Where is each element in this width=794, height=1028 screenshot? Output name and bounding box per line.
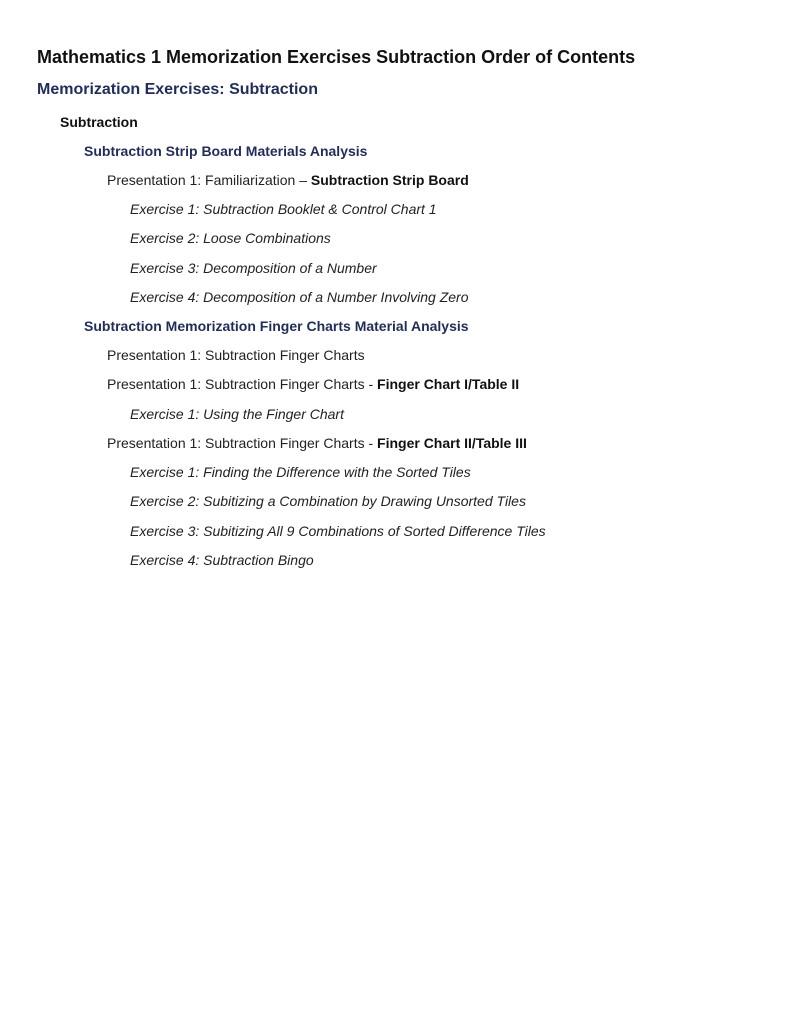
exercise-entry: Exercise 3: Decomposition of a Number bbox=[130, 260, 377, 276]
presentation-material: Finger Chart I/Table II bbox=[377, 376, 520, 392]
section-title: Memorization Exercises: Subtraction bbox=[37, 81, 318, 98]
presentation-text: Presentation 1: Familiarization – bbox=[107, 172, 311, 188]
exercise-entry: Exercise 2: Loose Combinations bbox=[130, 230, 331, 246]
presentation-material: Finger Chart II/Table III bbox=[377, 435, 527, 451]
exercise-entry: Exercise 2: Subitizing a Combination by Drawing Unsorted Tiles bbox=[130, 493, 526, 509]
group-heading-finger-charts: Subtraction Memorization Finger Charts Material Analysis bbox=[84, 318, 469, 334]
exercise-entry: Exercise 1: Using the Finger Chart bbox=[130, 406, 344, 422]
group-heading-strip-board: Subtraction Strip Board Materials Analysis bbox=[84, 143, 368, 159]
presentation-text: Presentation 1: Subtraction Finger Charts - bbox=[107, 376, 378, 392]
exercise-entry: Exercise 4: Subtraction Bingo bbox=[130, 552, 314, 568]
presentation-entry bbox=[107, 171, 469, 189]
exercise-entry: Exercise 4: Decomposition of a Number Involving Zero bbox=[130, 289, 469, 305]
presentation-material: Subtraction Strip Board bbox=[310, 172, 469, 188]
presentation-entry bbox=[107, 375, 519, 393]
subsection-heading: Subtraction bbox=[60, 114, 138, 130]
exercise-entry: Exercise 1: Finding the Difference with the Sorted Tiles bbox=[130, 464, 471, 480]
presentation-text: Presentation 1: Subtraction Finger Charts - bbox=[107, 435, 378, 451]
exercise-entry: Exercise 3: Subitizing All 9 Combinations of Sorted Difference Tiles bbox=[130, 523, 546, 539]
presentation-entry bbox=[107, 434, 527, 452]
exercise-entry: Exercise 1: Subtraction Booklet & Control Chart 1 bbox=[130, 201, 437, 217]
document-title: Mathematics 1 Memorization Exercises Subtraction Order of Contents bbox=[37, 47, 636, 67]
presentation-entry: Presentation 1: Subtraction Finger Charts bbox=[107, 347, 365, 363]
